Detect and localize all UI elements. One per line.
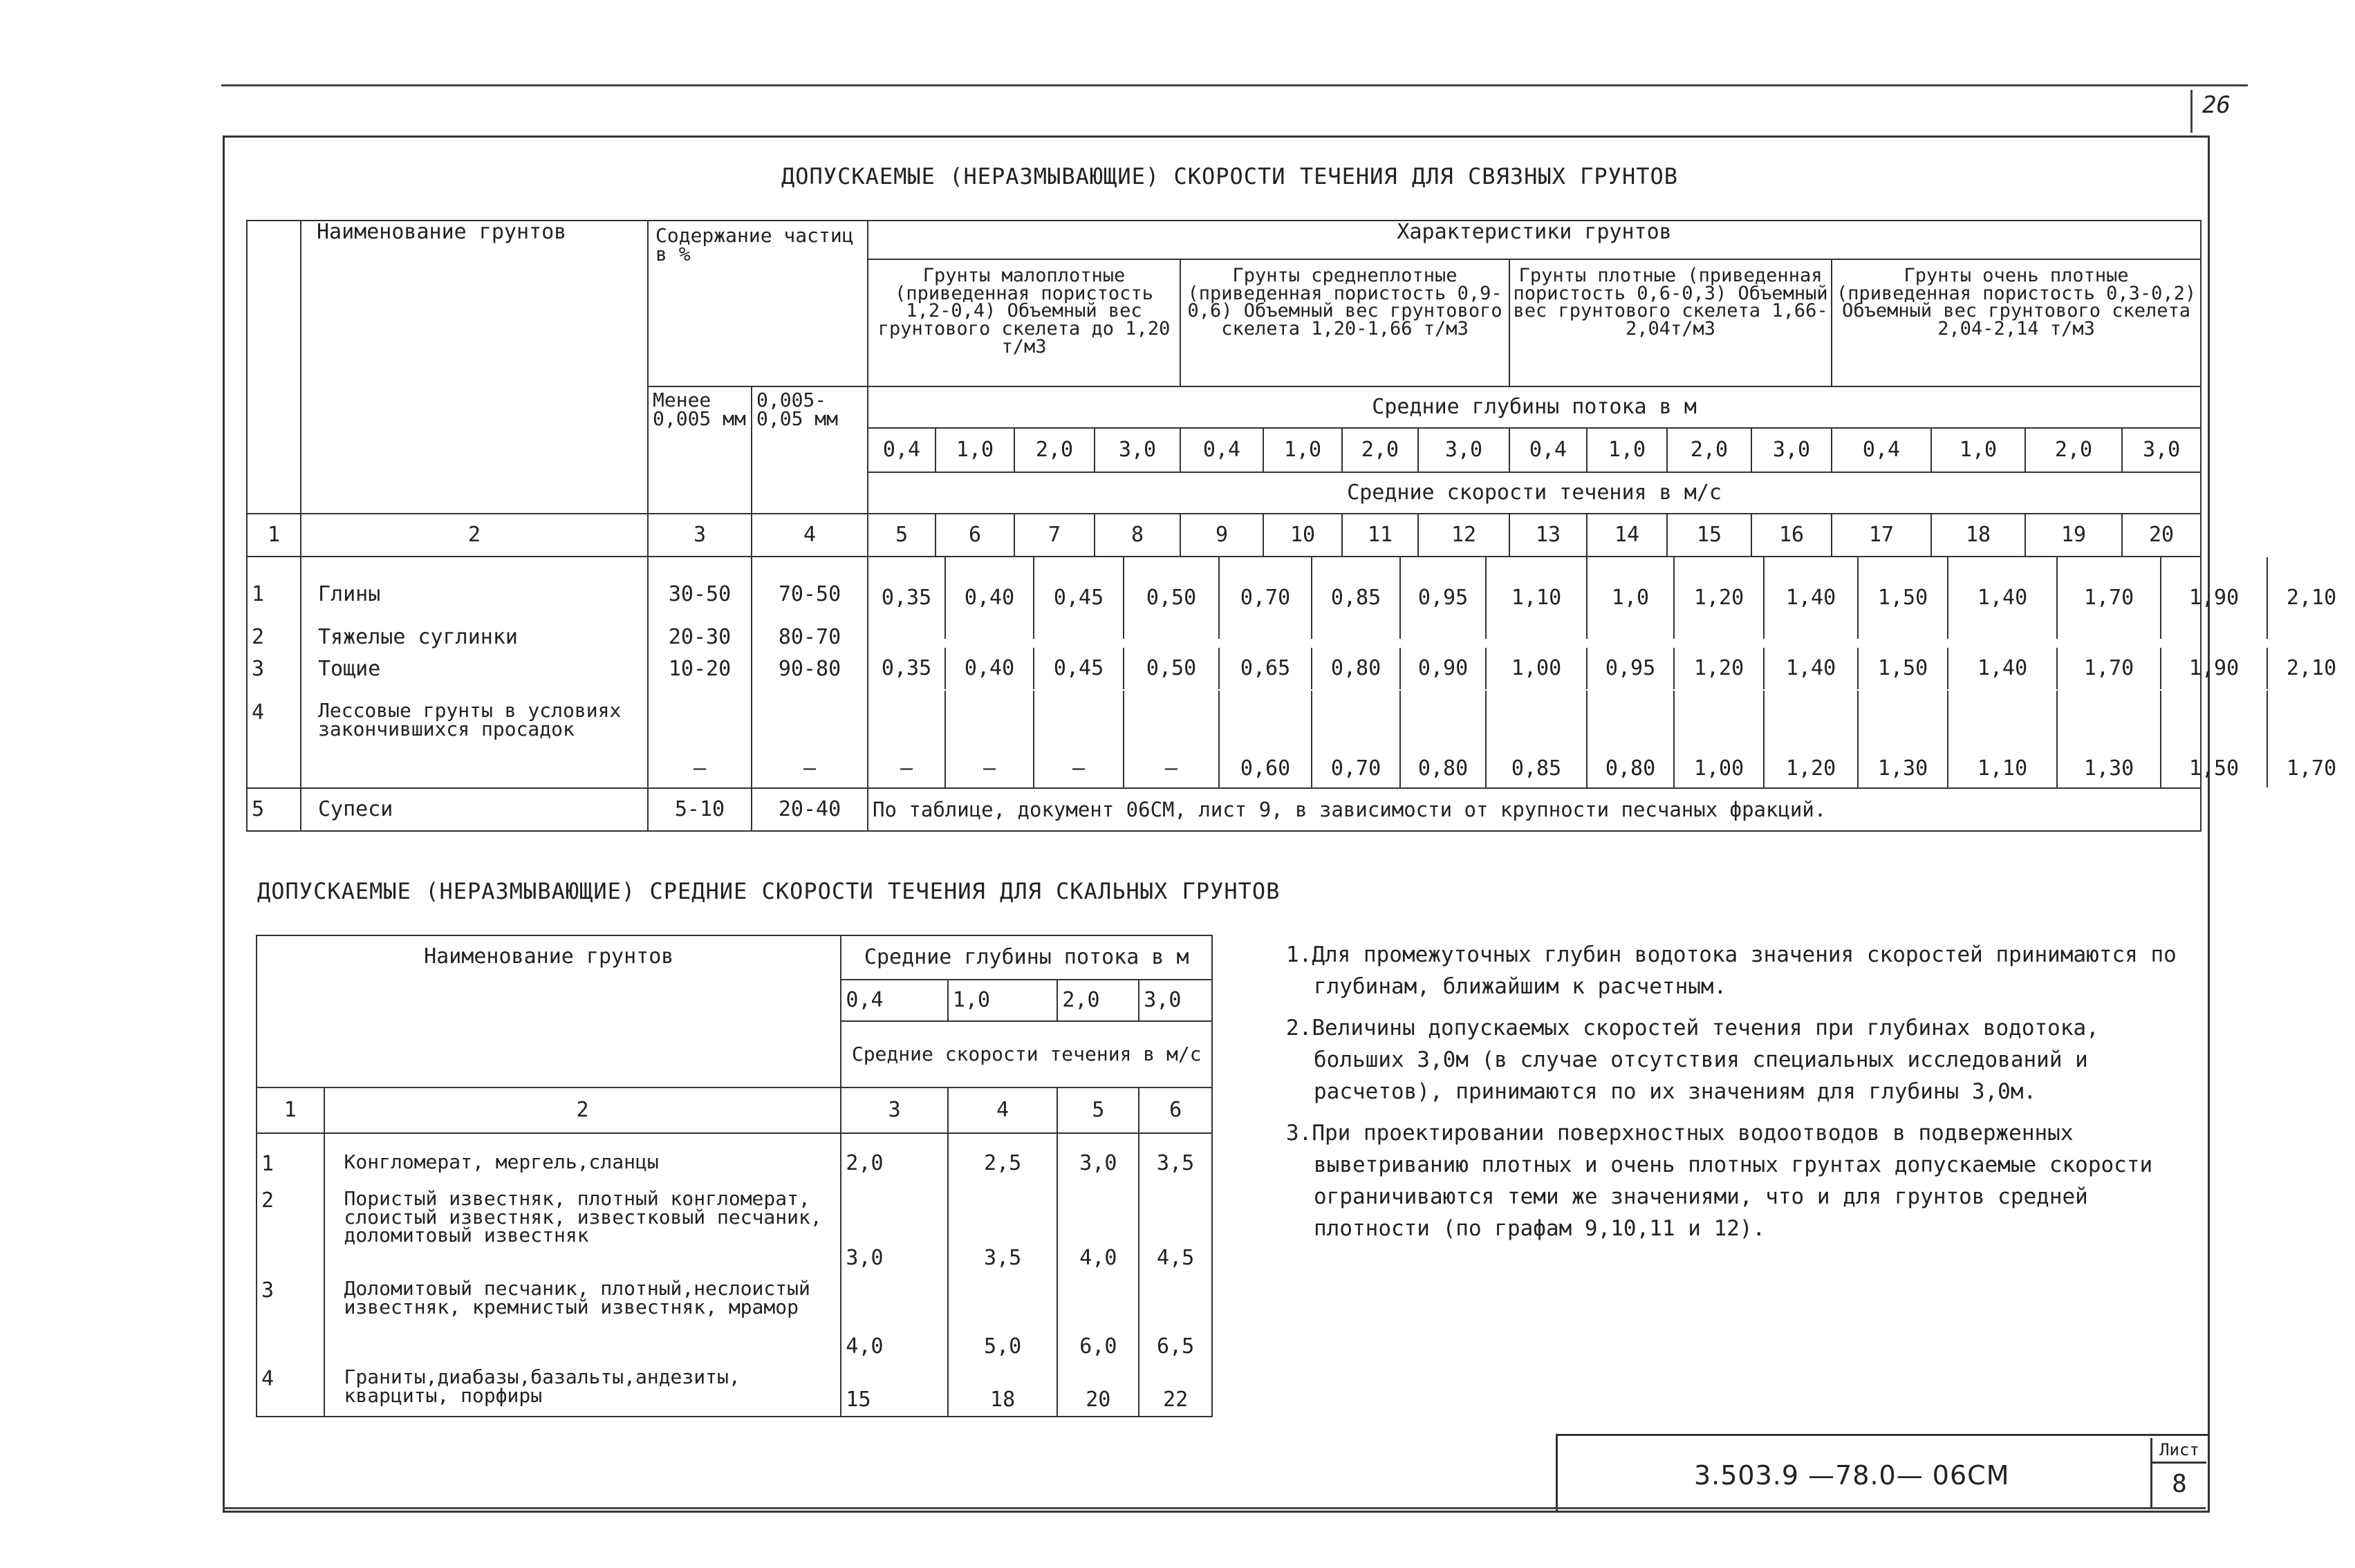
content-a: 5-10 — [648, 788, 752, 831]
speed-value: 0,40 — [945, 648, 1034, 689]
content-a: 30-50 20-30 — [648, 557, 752, 648]
table-row — [257, 1133, 1212, 1184]
speed-value: 3,5 — [948, 1184, 1058, 1274]
row-number: 3 — [247, 648, 301, 691]
speed-value: 0,45 — [1034, 557, 1124, 639]
speed-value: — — [945, 691, 1034, 787]
speed-value: 0,95 — [1587, 648, 1674, 689]
column-number: 1 — [247, 514, 301, 557]
col-name-header: Наименование грунтов — [301, 221, 648, 514]
speed-value: 1,70 — [2057, 557, 2161, 639]
sub-header-lt-0005: Менее 0,005 мм — [648, 386, 752, 514]
rock-name: Конгломерат, мергель,сланцы — [324, 1133, 841, 1184]
speed-value: 4,0 — [841, 1274, 947, 1363]
speed-value: 0,70 — [1312, 691, 1400, 787]
row-number: 4 — [247, 691, 301, 788]
num-header-cell — [247, 221, 301, 514]
speed-value: 0,70 — [1219, 557, 1312, 639]
speed-value: 15 — [841, 1363, 947, 1417]
speed-value: 1,20 — [1674, 648, 1764, 689]
speed-value: 1,40 — [1948, 648, 2057, 689]
speed-value: 1,00 — [1486, 648, 1587, 689]
doc-code: 3.503.9 —78.0— 06СМ — [1694, 1460, 2010, 1491]
column-number: 8 — [1095, 514, 1180, 557]
speed-value: 1,40 — [1764, 557, 1858, 639]
sheet-label: Лист — [2152, 1438, 2206, 1464]
title-cohesive: ДОПУСКАЕМЫЕ (НЕРАЗМЫВАЮЩИЕ) СКОРОСТИ ТЕЧЕНИЯ ДЛЯ СВЯЗНЫХ ГРУНТОВ — [781, 163, 1678, 189]
bottom-rule — [223, 1507, 2206, 1509]
column-number: 3 — [648, 514, 752, 557]
table-row — [257, 1363, 1212, 1417]
content-b: 90-80 — [752, 648, 868, 691]
speed-value: 0,85 — [1486, 691, 1587, 787]
speed-value: 0,50 — [1124, 648, 1219, 689]
speed-value: 1,00 — [1674, 691, 1764, 787]
speed-value: 1,40 — [1764, 648, 1858, 689]
row-number: 3 — [257, 1274, 324, 1363]
depth-cell: 2,0 — [1057, 980, 1139, 1021]
depth-cell: 3,0 — [2122, 428, 2201, 472]
rock-soils-table — [256, 935, 1213, 1417]
column-number: 5 — [868, 514, 936, 557]
speed-value: 1,50 — [1858, 557, 1948, 639]
speed-value: 3,0 — [1057, 1133, 1139, 1184]
note-3: 3.При проектировании поверхностных водоотводов в подверженных выветриванию плотных и очень плотных грунтах допускаемые скорости ограничиваются теми же значениями, что и для грунтов средней плотности (по графам 9,10,11 и 12). — [1286, 1121, 2153, 1241]
speed-value: 1,10 — [1486, 557, 1587, 639]
speed-value: 1,70 — [2057, 648, 2161, 689]
column-number: 17 — [1832, 514, 1931, 557]
speed-value: 0,65 — [1219, 648, 1312, 689]
depth-cell: 2,0 — [1342, 428, 1418, 472]
column-number: 2 — [324, 1088, 841, 1133]
speed-value: 2,5 — [948, 1133, 1058, 1184]
speed-value: 1,40 — [1948, 557, 2057, 639]
row-1-2-values — [868, 557, 2337, 648]
row-4-values — [868, 691, 2337, 788]
depth-cell: 2,0 — [1667, 428, 1751, 472]
column-number: 6 — [1139, 1088, 1212, 1133]
speed-value: 4,5 — [1139, 1184, 1212, 1274]
speed-value: 0,40 — [945, 557, 1034, 639]
table-row — [257, 1184, 1212, 1274]
column-number: 4 — [948, 1088, 1058, 1133]
depth-cell: 0,4 — [868, 428, 936, 472]
column-number: 3 — [841, 1088, 947, 1133]
col-name-header: Наименование грунтов — [257, 935, 841, 1088]
speed-value: 2,0 — [841, 1133, 947, 1184]
column-number: 1 — [257, 1088, 324, 1133]
speed-value: 0,45 — [1034, 648, 1124, 689]
speed-value: 1,70 — [2267, 691, 2355, 787]
soil-name: Супеси — [301, 788, 648, 831]
column-number: 20 — [2122, 514, 2201, 557]
sheet-box — [2150, 1438, 2206, 1507]
row-number: 2 — [257, 1184, 324, 1274]
column-number: 6 — [936, 514, 1014, 557]
speed-value: 0,85 — [1312, 557, 1400, 639]
speed-value: 6,5 — [1139, 1274, 1212, 1363]
depth-label: Средние глубины потока в м — [868, 386, 2201, 428]
group-medium-density: Грунты среднеплотные (приведенная пористость 0,9-0,6) Объемный вес грунтового скелета 1,20-1,66 т/м3 — [1180, 259, 1509, 386]
column-number: 4 — [752, 514, 868, 557]
col-content-header: Содержание частиц в % — [648, 221, 868, 386]
depth-cell: 1,0 — [1931, 428, 2025, 472]
speed-value: — — [1034, 691, 1124, 787]
column-number: 13 — [1509, 514, 1587, 557]
page-number-divider — [2190, 90, 2193, 133]
rock-name: Доломитовый песчаник, плотный,неслоистый известняк, кремнистый известняк, мрамор — [324, 1274, 841, 1363]
column-number: 9 — [1180, 514, 1263, 557]
content-a: 10-20 — [648, 648, 752, 691]
title-rock: ДОПУСКАЕМЫЕ (НЕРАЗМЫВАЮЩИЕ) СРЕДНИЕ СКОРОСТИ ТЕЧЕНИЯ ДЛЯ СКАЛЬНЫХ ГРУНТОВ — [257, 878, 1281, 904]
speed-value: 1,90 — [2161, 557, 2267, 639]
depth-cell: 2,0 — [1014, 428, 1095, 472]
speed-label: Средние скорости течения в м/с — [868, 472, 2201, 514]
depth-cell: 1,0 — [948, 980, 1058, 1021]
speed-value: 1,90 — [2161, 648, 2267, 689]
speed-value: 0,80 — [1312, 648, 1400, 689]
speed-value: 4,0 — [1057, 1184, 1139, 1274]
row-3-values — [868, 648, 2337, 691]
speed-value: 20 — [1057, 1363, 1139, 1417]
page-number: 26 — [2202, 91, 2231, 119]
rock-name: Пористый известняк, плотный конгломерат, слоистый известняк, известковый песчаник, доломитовый известняк — [324, 1184, 841, 1274]
speed-label: Средние скорости течения в м/с — [841, 1021, 1212, 1088]
speed-value: 1,30 — [2057, 691, 2161, 787]
speed-value: 0,80 — [1587, 691, 1674, 787]
speed-value: 5,0 — [948, 1274, 1058, 1363]
column-number: 19 — [2025, 514, 2122, 557]
content-b: — — [752, 691, 868, 788]
notes — [1286, 939, 2185, 1254]
depth-cell: 3,0 — [1418, 428, 1509, 472]
depth-cell: 3,0 — [1751, 428, 1832, 472]
soil-name: Глины Тяжелые суглинки — [301, 557, 648, 648]
depth-label: Средние глубины потока в м — [841, 935, 1212, 980]
content-b: 70-50 80-70 — [752, 557, 868, 648]
table-row — [257, 1274, 1212, 1363]
depth-cell: 2,0 — [2025, 428, 2122, 472]
speed-value: 1,0 — [1587, 557, 1674, 639]
speed-value: — — [868, 691, 945, 787]
speed-value: 0,35 — [868, 648, 945, 689]
soil-name: Тощие — [301, 648, 648, 691]
speed-value: 1,50 — [1858, 648, 1948, 689]
speed-value: 0,95 — [1400, 557, 1486, 639]
speed-value: 22 — [1139, 1363, 1212, 1417]
depth-cell: 0,4 — [1509, 428, 1587, 472]
row-number: 5 — [247, 788, 301, 831]
speed-value: 0,60 — [1219, 691, 1312, 787]
depth-cell: 1,0 — [936, 428, 1014, 472]
row-number: 1 — [257, 1133, 324, 1184]
row-number: 4 — [257, 1363, 324, 1417]
depth-cell: 3,0 — [1095, 428, 1180, 472]
group-very-dense: Грунты очень плотные (приведенная пористость 0,3-0,2) Объемный вес грунтового скелета 2,04-2,14 т/м3 — [1832, 259, 2201, 386]
cohesive-soils-table — [246, 220, 2337, 832]
column-number: 5 — [1057, 1088, 1139, 1133]
group-low-density: Грунты малоплотные (приведенная пористость 1,2-0,4) Объемный вес грунтового скелета до 1,20 т/м3 — [868, 259, 1180, 386]
depth-cell: 1,0 — [1263, 428, 1342, 472]
depth-cell: 0,4 — [1180, 428, 1263, 472]
column-number: 15 — [1667, 514, 1751, 557]
column-number: 12 — [1418, 514, 1509, 557]
column-number: 2 — [301, 514, 648, 557]
speed-value: 1,20 — [1764, 691, 1858, 787]
char-header: Характеристики грунтов — [868, 221, 2201, 259]
note-2: 2.Величины допускаемых скоростей течения при глубинах водотока, больших 3,0м (в случае отсутствия специальных исследований и расчетов), принимаются по их значениям для глубины 3,0м. — [1286, 1016, 2099, 1104]
speed-value: 3,5 — [1139, 1133, 1212, 1184]
speed-value: 3,0 — [841, 1184, 947, 1274]
column-number: 14 — [1587, 514, 1667, 557]
column-number: 11 — [1342, 514, 1418, 557]
column-number: 16 — [1751, 514, 1832, 557]
speed-value: 0,50 — [1124, 557, 1219, 639]
content-a: — — [648, 691, 752, 788]
content-b: 20-40 — [752, 788, 868, 831]
column-number: 10 — [1263, 514, 1342, 557]
depth-cell: 0,4 — [1832, 428, 1931, 472]
depth-cell: 0,4 — [841, 980, 947, 1021]
rock-name: Граниты,диабазы,базальты,андезиты, кварциты, порфиры — [324, 1363, 841, 1417]
speed-value: 1,50 — [2161, 691, 2267, 787]
note-1: 1.Для промежуточных глубин водотока значения скоростей принимаются по глубинам, ближайшим к расчетным. — [1286, 942, 2177, 999]
top-rule — [221, 84, 2248, 86]
row-number: 1 2 — [247, 557, 301, 648]
depth-cell: 1,0 — [1587, 428, 1667, 472]
speed-value: 1,10 — [1948, 691, 2057, 787]
row-5-note: По таблице, документ 06СМ, лист 9, в зависимости от крупности песчаных фракций. — [868, 788, 2201, 831]
speed-value: 2,10 — [2267, 557, 2355, 639]
speed-value: 1,20 — [1674, 557, 1764, 639]
speed-value: 0,90 — [1400, 648, 1486, 689]
speed-value: 1,30 — [1858, 691, 1948, 787]
speed-value: — — [1124, 691, 1219, 787]
group-dense: Грунты плотные (приведенная пористость 0,6-0,3) Объемный вес грунтового скелета 1,66-2,04т/м3 — [1509, 259, 1832, 386]
sub-header-0005-005: 0,005-0,05 мм — [752, 386, 868, 514]
speed-value: 0,80 — [1400, 691, 1486, 787]
speed-value: 0,35 — [868, 557, 945, 639]
soil-name: Лессовые грунты в условиях закончившихся просадок — [301, 691, 648, 788]
speed-value: 6,0 — [1057, 1274, 1139, 1363]
column-number: 18 — [1931, 514, 2025, 557]
speed-value: 2,10 — [2267, 648, 2355, 689]
depth-cell: 3,0 — [1139, 980, 1212, 1021]
column-number: 7 — [1014, 514, 1095, 557]
speed-value: 18 — [948, 1363, 1058, 1417]
sheet-number: 8 — [2172, 1470, 2187, 1498]
